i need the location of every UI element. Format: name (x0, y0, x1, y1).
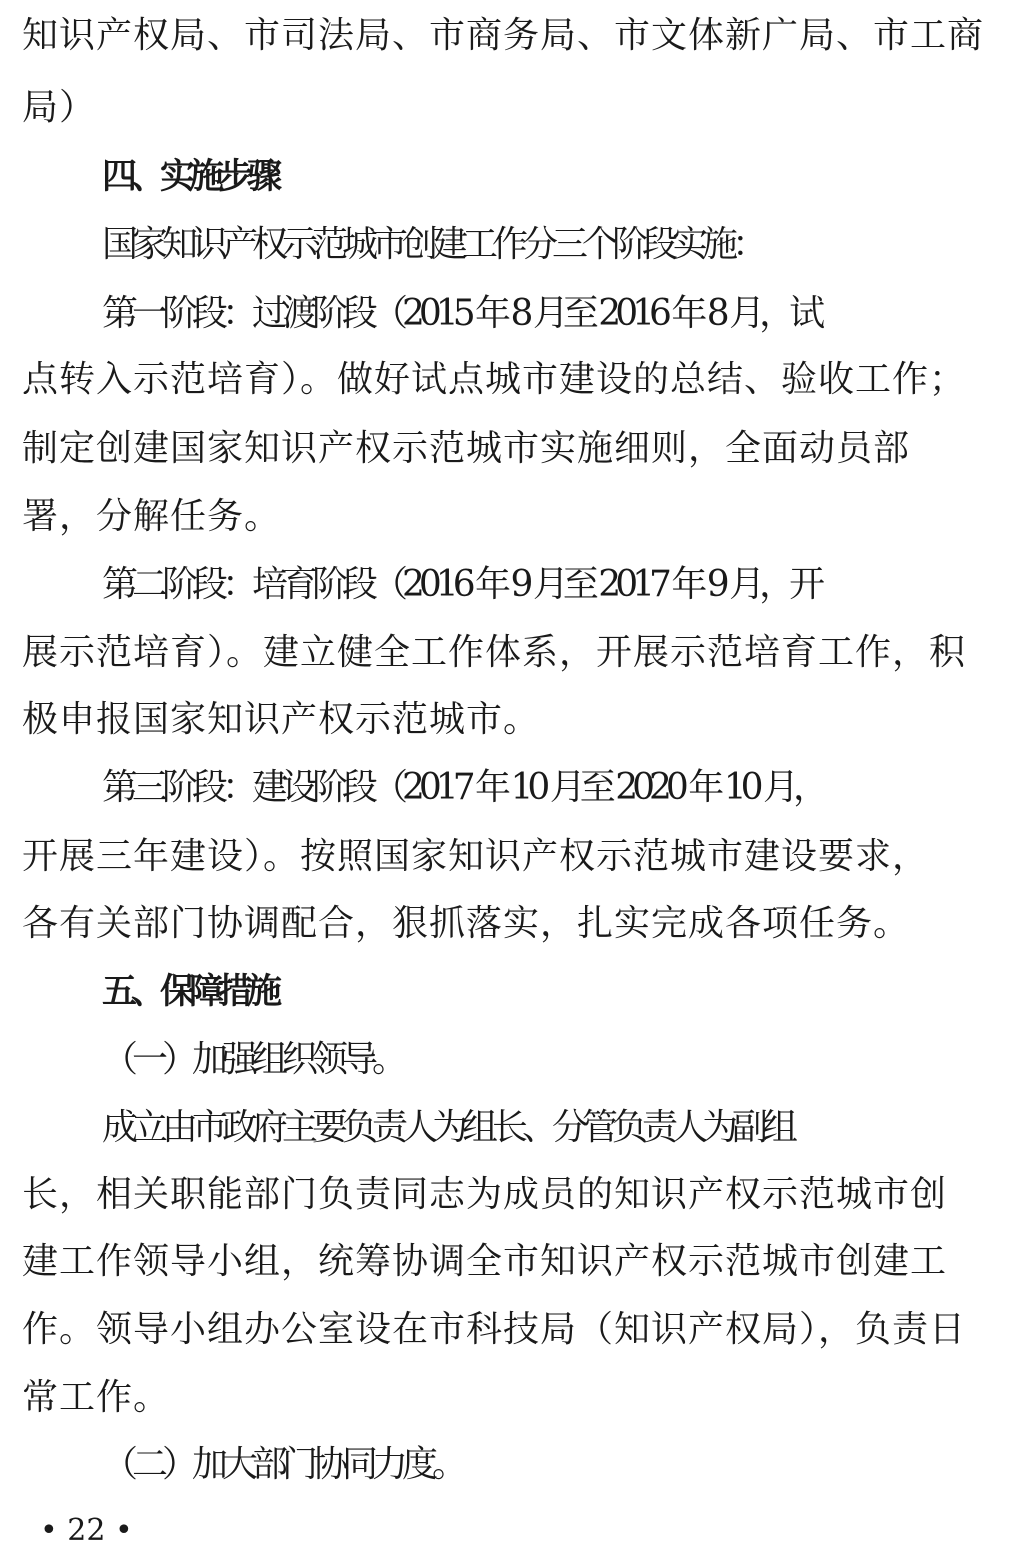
text-line: 第二阶段：培育阶段（2016 年 9 月至 2017 年 9 月，开 (102, 564, 820, 605)
text-line: 成立由市政府主要负责人为组长、分管负责人为副组 (102, 1107, 793, 1148)
section-heading-steps: 四、实施步骤 (102, 157, 277, 197)
text-line: 长，相关职能部门负责同志为成员的知识产权示范城市创 (22, 1174, 948, 1215)
section-heading-measures: 五、保障措施 (102, 972, 277, 1012)
text-line: 极申报国家知识产权示范城市。 (22, 699, 541, 740)
subsection-heading: （二）加大部门协同力度。 (102, 1444, 463, 1485)
text-line: 常工作。 (22, 1377, 171, 1418)
text-line: 第一阶段：过渡阶段（2015 年 8 月至 2016 年 8 月，试 (102, 293, 820, 334)
subsection-heading: （一）加强组织领导。 (102, 1039, 403, 1080)
text-line: 第三阶段：建设阶段（2017 年 10 月至 2020 年 10 月， (102, 767, 823, 808)
text-line: 作。领导小组办公室设在市科技局（知识产权局），负责日 (22, 1309, 967, 1350)
text-line: 各有关部门协调配合，狠抓落实，扎实完成各项任务。 (22, 903, 911, 944)
text-line: 开展三年建设）。按照国家知识产权示范城市建设要求， (22, 836, 930, 877)
text-line: 国家知识产权示范城市创建工作分三个阶段实施： (102, 224, 763, 265)
text-line: 知识产权局、市司法局、市商务局、市文体新广局、市工商 (22, 15, 985, 56)
text-line: 署，分解任务。 (22, 496, 282, 537)
text-line: 制定创建国家知识产权示范城市实施细则，全面动员部 (22, 428, 911, 469)
text-line: 点转入示范培育）。做好试点城市建设的总结、验收工作； (22, 359, 967, 400)
text-line: 局） (22, 87, 97, 128)
page-number: • 22 • (40, 1513, 133, 1548)
text-line: 建工作领导小组，统筹协调全市知识产权示范城市创建工 (22, 1241, 948, 1282)
text-line: 展示范培育）。建立健全工作体系，开展示范培育工作，积 (22, 632, 967, 673)
